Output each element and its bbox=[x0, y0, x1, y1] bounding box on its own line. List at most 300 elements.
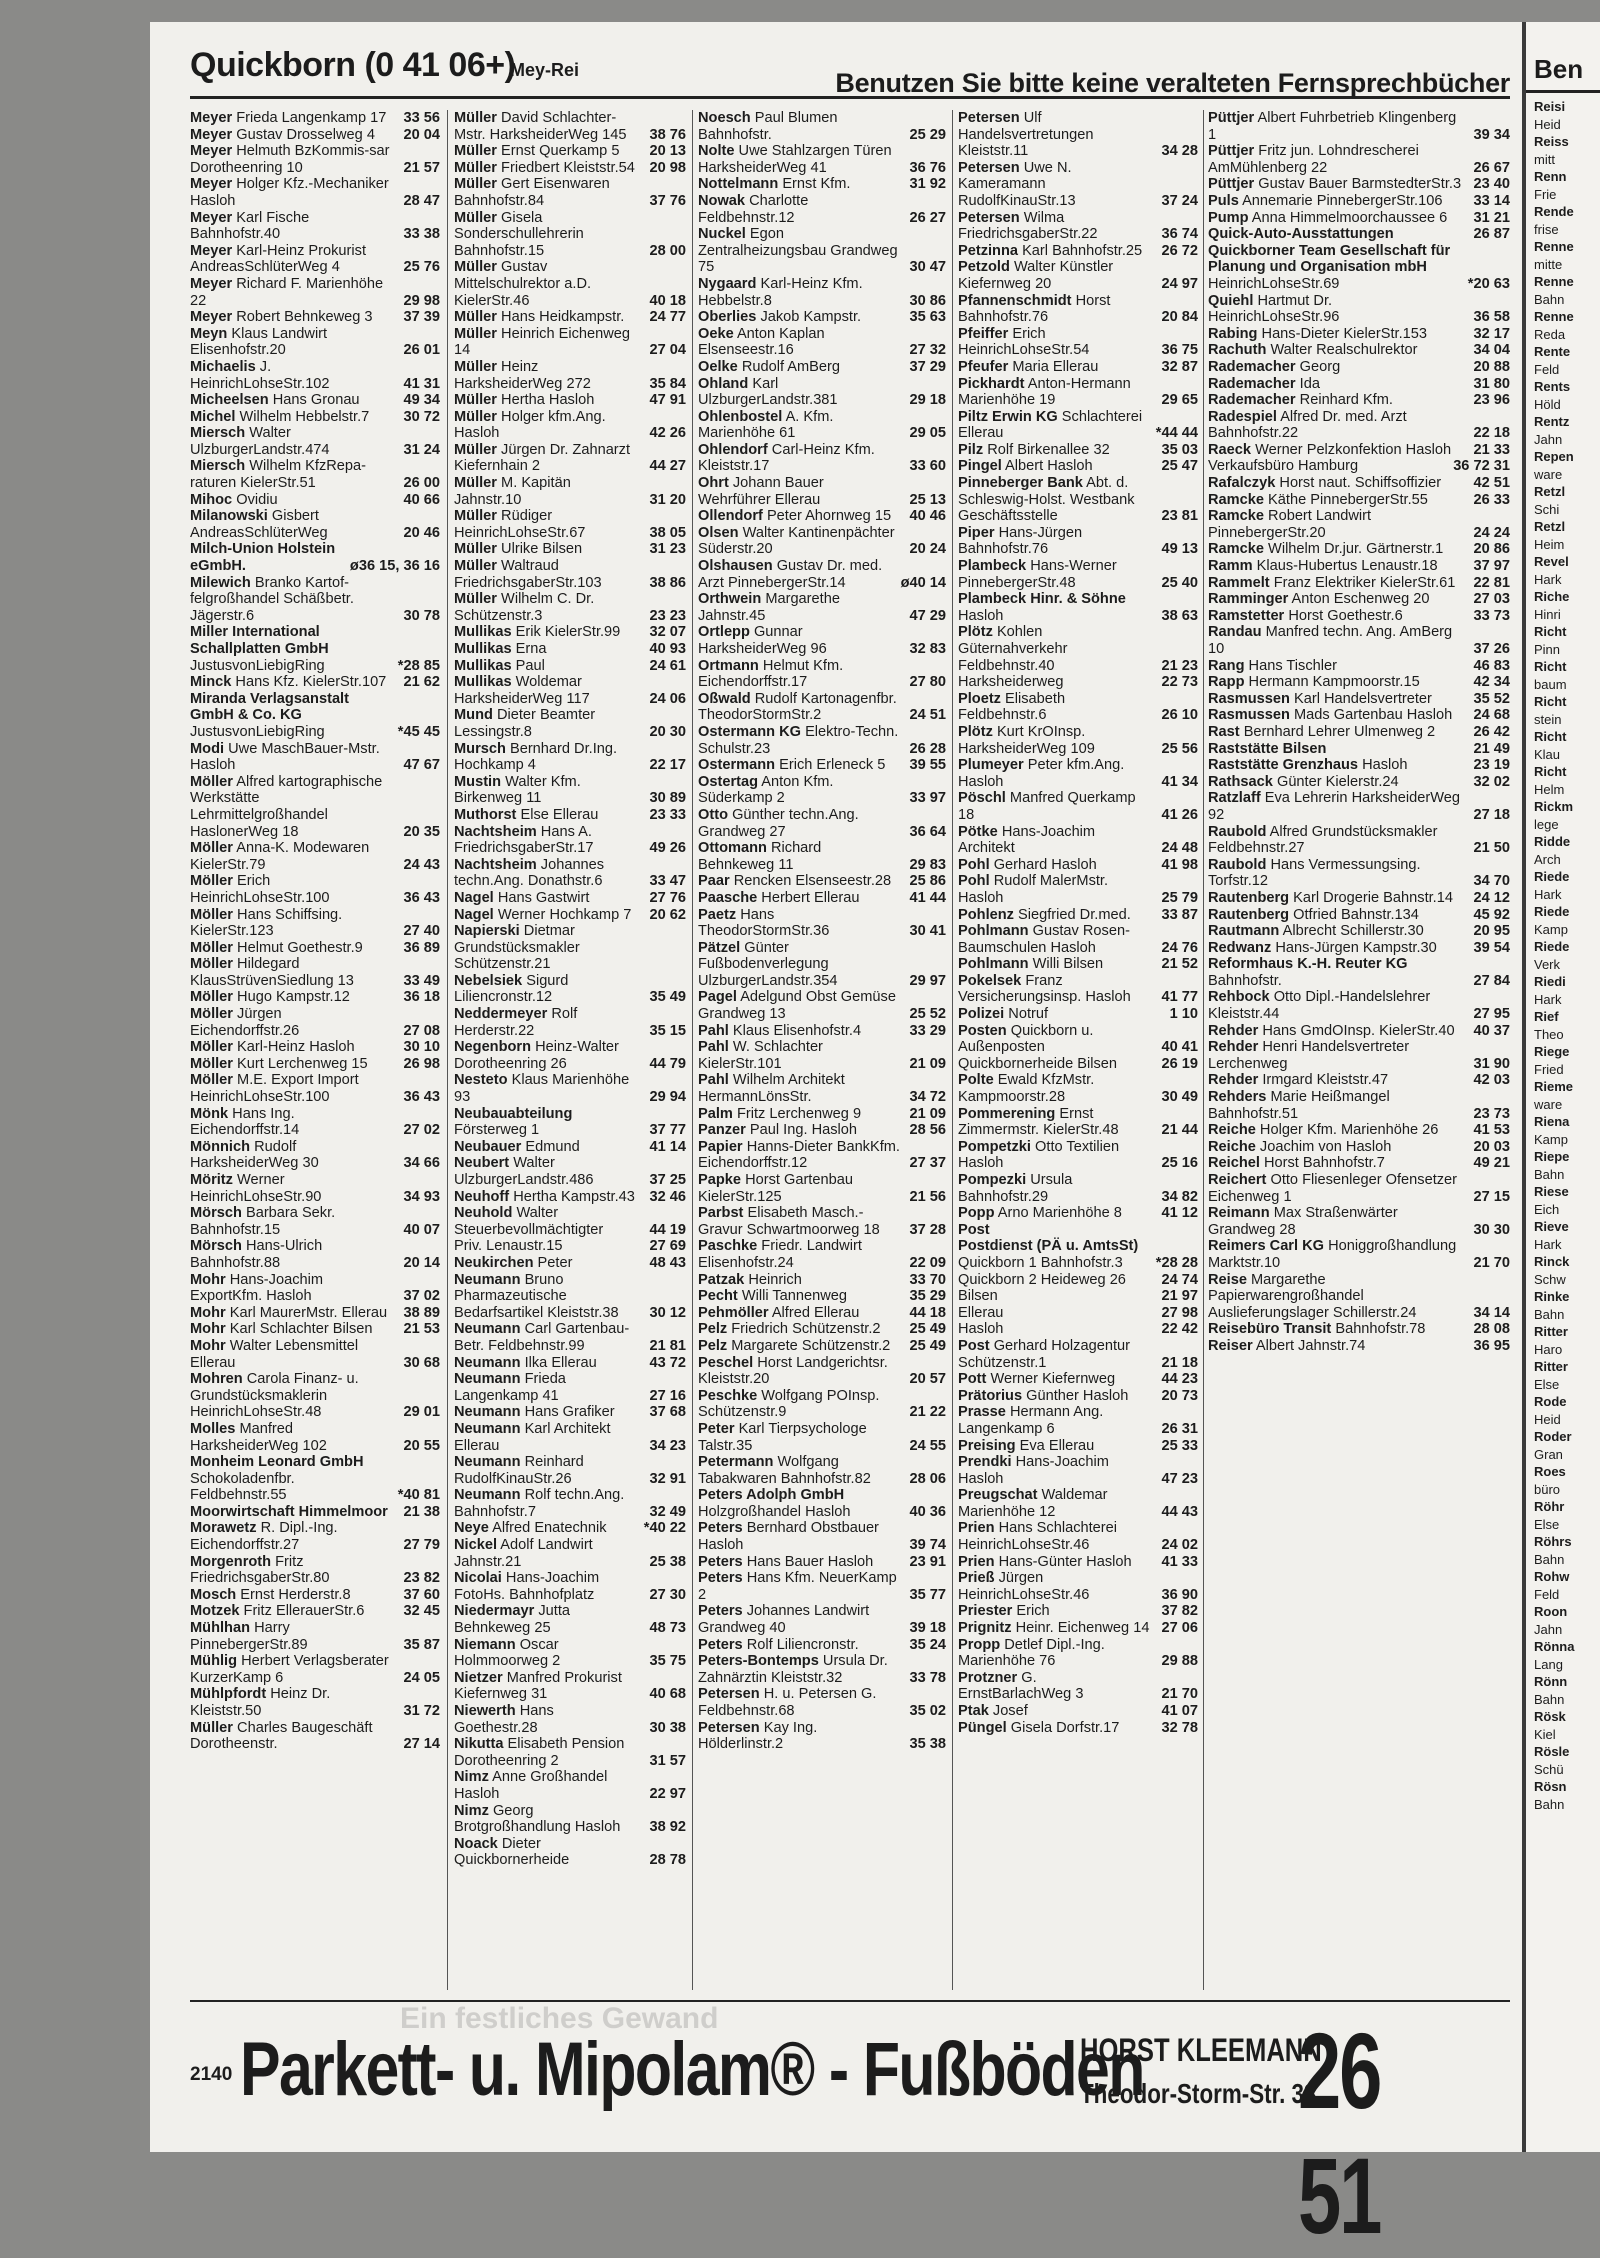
listing-entry bbox=[190, 624, 440, 674]
entry-detail: Hermann Kampmoorstr.15 bbox=[1248, 674, 1420, 691]
entry-phone: 22 17 bbox=[649, 757, 686, 774]
listing-entry bbox=[1208, 558, 1510, 575]
entry-detail: Detlef Dipl.-Ing. Marienhöhe 76 bbox=[958, 1636, 1105, 1670]
entry-detail: Friedrich Schützenstr.2 bbox=[731, 1321, 881, 1338]
listing-entry bbox=[958, 1023, 1198, 1056]
entry-name: Michel bbox=[190, 408, 236, 425]
listing-entry bbox=[698, 724, 946, 757]
listing-entry bbox=[190, 1620, 440, 1653]
entry-detail: Gunnar HarksheiderWeg 96 bbox=[698, 624, 827, 657]
page-number: 2140 bbox=[190, 2064, 233, 2085]
entry-phone: 31 21 bbox=[1473, 209, 1510, 226]
entry-phone: 28 47 bbox=[403, 192, 440, 209]
entry-phone: 39 18 bbox=[909, 1620, 946, 1637]
entry-name: Rademacher bbox=[1208, 375, 1296, 392]
entry-phone: *28 85 bbox=[397, 657, 440, 674]
entry-detail: Gerhard Holzagentur Schützenstr.1 bbox=[958, 1337, 1130, 1371]
entry-name: Raeck bbox=[1208, 441, 1252, 458]
entry-detail: Hans Tischler bbox=[1248, 657, 1337, 674]
entry-name: Mursch bbox=[454, 740, 506, 757]
entry-phone: 25 52 bbox=[909, 1006, 946, 1023]
listing-entry bbox=[190, 989, 440, 1006]
entry-detail: Peter Ahornweg 15 bbox=[766, 508, 892, 525]
entry-name: Möller bbox=[190, 939, 233, 956]
entry-phone: 34 93 bbox=[403, 1188, 440, 1205]
entry-name: Meyer bbox=[190, 209, 233, 226]
entry-phone: 31 20 bbox=[649, 491, 686, 508]
entry-name: Reimann bbox=[1208, 1205, 1270, 1222]
adjacent-page-stub: Riedi bbox=[1534, 974, 1566, 989]
entry-detail: Rolf Herderstr.22 bbox=[454, 1006, 578, 1039]
listing-entry bbox=[454, 392, 686, 409]
entry-detail: Quickborn u. Außenposten bbox=[958, 1022, 1094, 1056]
entry-detail: Schlachterei Ellerau bbox=[958, 408, 1143, 442]
entry-phone: 41 44 bbox=[909, 889, 946, 906]
entry-phone: 25 13 bbox=[909, 491, 946, 508]
column-3 bbox=[698, 110, 946, 1990]
entry-phone: 34 70 bbox=[1473, 873, 1510, 890]
entry-phone: 35 49 bbox=[649, 989, 686, 1006]
adjacent-page-stub: Riese bbox=[1534, 1184, 1569, 1199]
entry-phone: *40 81 bbox=[397, 1487, 440, 1504]
ad-headline: Parkett- u. Mipolam® - Fußböden bbox=[240, 2027, 1144, 2112]
entry-name: Pfannenschmidt bbox=[958, 292, 1072, 309]
entry-phone: 26 87 bbox=[1473, 226, 1510, 243]
entry-phone: 21 44 bbox=[1161, 1122, 1198, 1139]
listing-entry bbox=[698, 1338, 946, 1355]
entry-phone: 33 14 bbox=[1473, 192, 1510, 209]
listing-entry bbox=[454, 1189, 686, 1206]
entry-phone: 34 66 bbox=[403, 1155, 440, 1172]
listing-entry bbox=[190, 541, 440, 574]
entry-detail: David Schlachter-Mstr. HarksheiderWeg 145 bbox=[454, 110, 627, 143]
listing-entry bbox=[454, 508, 686, 541]
entry-name: Mohr bbox=[190, 1337, 226, 1354]
listing-entry bbox=[958, 1720, 1198, 1737]
entry-phone: 24 51 bbox=[909, 707, 946, 724]
advertisement-footer bbox=[190, 2000, 1510, 2256]
entry-name: Nagel bbox=[454, 889, 494, 906]
entry-name: Propp bbox=[958, 1636, 1001, 1653]
entry-phone: 21 81 bbox=[649, 1337, 686, 1354]
adjacent-page-stub: Riede bbox=[1534, 904, 1570, 919]
entry-detail: Willi Bilsen bbox=[1032, 956, 1104, 973]
adjacent-page-stub: Klau bbox=[1534, 746, 1561, 762]
entry-name: Pump bbox=[1208, 209, 1249, 226]
listing-entry bbox=[190, 1686, 440, 1719]
entry-name: Ploetz bbox=[958, 690, 1001, 707]
entry-detail: Werner Pelzkonfektion Hasloh bbox=[1255, 441, 1452, 458]
listing-entry bbox=[1208, 1205, 1510, 1238]
entry-detail: Franz Versicherungsinsp. Hasloh bbox=[958, 972, 1131, 1006]
entry-detail: Holger Kfm. Marienhöhe 26 bbox=[1259, 1122, 1439, 1139]
entry-phone: 31 80 bbox=[1473, 375, 1510, 392]
adjacent-page-stub: Jahn bbox=[1534, 1621, 1563, 1637]
entry-detail: Gisela Sonderschullehrerin Bahnhofstr.15 bbox=[454, 209, 584, 259]
entry-detail: Hans-Jürgen Bahnhofstr.76 bbox=[958, 524, 1083, 558]
entry-name: Reformhaus K.-H. Reuter KG bbox=[1208, 956, 1408, 973]
entry-detail: Annemarie PinnebergerStr.106 bbox=[1242, 192, 1443, 209]
adjacent-page-stub: Reisi bbox=[1534, 99, 1566, 114]
entry-phone: 26 01 bbox=[403, 342, 440, 359]
entry-name: Prieß bbox=[958, 1570, 995, 1587]
listing-entry bbox=[698, 276, 946, 309]
listing-entry bbox=[454, 1006, 686, 1039]
listing-entry bbox=[958, 1637, 1198, 1670]
entry-detail: Walter Kfm. Birkenweg 11 bbox=[454, 773, 581, 807]
entry-name: Papke bbox=[698, 1172, 741, 1188]
entry-phone: 38 92 bbox=[649, 1819, 686, 1836]
entry-detail: Abt. d. Schleswig-Holst. Westbank Geschäftsstelle bbox=[958, 475, 1135, 525]
entry-detail: Anna-K. Modewaren KielerStr.79 bbox=[190, 840, 370, 873]
adjacent-page-stub: Retzl bbox=[1534, 484, 1566, 499]
entry-detail: Walter Künstler Kiefernweg 20 bbox=[958, 259, 1114, 292]
entry-detail: Johannes techn.Ang. Donathstr.6 bbox=[454, 856, 605, 890]
entry-phone: 36 76 bbox=[909, 159, 946, 176]
entry-name: Müller bbox=[454, 441, 497, 458]
listing-entry bbox=[698, 658, 946, 691]
entry-detail: Elisabeth Feldbehnstr.6 bbox=[958, 690, 1066, 724]
entry-detail: Heinz-Walter Dorotheenring 26 bbox=[454, 1039, 619, 1072]
listing-entry bbox=[958, 956, 1198, 973]
listing-entry bbox=[454, 1454, 686, 1487]
entry-detail: Ursula Dr. Zahnärztin Kleiststr.32 bbox=[698, 1653, 888, 1686]
listing-entry bbox=[1208, 475, 1510, 492]
entry-detail: Anton Kaplan Elsenseestr.16 bbox=[698, 325, 825, 359]
entry-name: Pinneberger Bank bbox=[958, 475, 1083, 492]
entry-detail: Willi Tannenweg bbox=[741, 1288, 847, 1305]
listing-entry bbox=[190, 110, 440, 127]
entry-phone: 49 34 bbox=[403, 392, 440, 409]
entry-detail: Ovidiu bbox=[236, 491, 278, 508]
listing-entry bbox=[1208, 790, 1510, 823]
entry-detail: Hans GmdOInsp. KielerStr.40 bbox=[1262, 1022, 1455, 1039]
adjacent-page-stub: Bahn bbox=[1534, 1551, 1565, 1567]
entry-detail: Waldemar Marienhöhe 12 bbox=[958, 1487, 1108, 1520]
entry-phone: 26 67 bbox=[1473, 159, 1510, 176]
entry-name: Petzinna bbox=[958, 242, 1019, 259]
entry-detail: Ulf Handelsvertretungen Kleiststr.11 bbox=[958, 110, 1094, 160]
entry-name: Müller bbox=[190, 1719, 233, 1736]
listing-entry bbox=[190, 1205, 440, 1238]
listing-entry bbox=[698, 1554, 946, 1571]
listing-entry bbox=[190, 309, 440, 326]
entry-phone: 21 09 bbox=[909, 1105, 946, 1122]
listing-entry bbox=[698, 1139, 946, 1172]
entry-phone: 28 78 bbox=[649, 1852, 686, 1869]
listing-entry bbox=[1208, 1338, 1510, 1355]
entry-detail: Reinhard Kfm. bbox=[1299, 392, 1393, 409]
entry-detail: Albrecht Schillerstr.30 bbox=[1282, 923, 1424, 940]
entry-detail: Karl Bahnhofstr.25 bbox=[1022, 242, 1143, 259]
listing-entry bbox=[1208, 591, 1510, 608]
entry-name: Mühlig bbox=[190, 1653, 238, 1670]
entry-phone: 44 27 bbox=[649, 458, 686, 475]
entry-detail: Bruno Pharmazeutische Bedarfsartikel Kleiststr.38 bbox=[454, 1271, 619, 1321]
entry-name: Rautmann bbox=[1208, 923, 1280, 940]
listing-entry bbox=[958, 691, 1198, 724]
entry-detail: Horst Goethestr.6 bbox=[1288, 607, 1403, 624]
entry-name: Milanowski bbox=[190, 508, 268, 525]
listing-entry bbox=[190, 127, 440, 144]
entry-detail: Gisela Dorfstr.17 bbox=[1010, 1719, 1120, 1736]
entry-detail: Ernst Querkamp 5 bbox=[501, 143, 620, 160]
entry-phone: 26 00 bbox=[403, 475, 440, 492]
entry-phone: *20 63 bbox=[1467, 275, 1510, 292]
entry-detail: Richard Behnkeweg 11 bbox=[698, 840, 822, 873]
entry-name: Post bbox=[958, 1221, 990, 1238]
adjacent-page-stub: Rickm bbox=[1534, 799, 1574, 814]
entry-detail: Georg bbox=[1299, 358, 1341, 375]
entry-detail: Hans-Joachim Hasloh bbox=[958, 1454, 1109, 1487]
entry-detail: Werner Hochkamp 7 bbox=[497, 906, 632, 923]
listing-entry bbox=[454, 160, 686, 177]
entry-phone: 27 30 bbox=[649, 1586, 686, 1603]
entry-phone: 39 34 bbox=[1473, 126, 1510, 143]
entry-name: Rafalczyk bbox=[1208, 475, 1276, 492]
entry-detail: Walter Kantinenpächter Süderstr.20 bbox=[698, 524, 895, 558]
entry-name: Otto bbox=[698, 806, 728, 823]
listing-entry bbox=[698, 110, 946, 143]
entry-detail: Hans-Joachim ExportKfm. Hasloh bbox=[190, 1271, 324, 1305]
listing-entry bbox=[190, 1338, 440, 1371]
entry-phone: 23 81 bbox=[1161, 508, 1198, 525]
listing-entry bbox=[958, 160, 1198, 210]
listing-entry bbox=[190, 774, 440, 840]
listing-entry bbox=[958, 907, 1198, 924]
entry-detail: Anna Himmelmoorchaussee 6 bbox=[1251, 209, 1448, 226]
entry-detail: Otto Fliesenleger Ofensetzer Eichenweg 1 bbox=[1208, 1172, 1458, 1205]
entry-phone: 24 77 bbox=[649, 309, 686, 326]
listing-entry bbox=[454, 210, 686, 260]
entry-phone: 25 56 bbox=[1161, 740, 1198, 757]
name-range: Mey-Rei bbox=[510, 60, 580, 80]
entry-name: Pompezki bbox=[958, 1172, 1027, 1188]
entry-detail: Elisabeth Pension Dorotheenring 2 bbox=[454, 1736, 625, 1769]
listing-entry bbox=[698, 624, 946, 657]
listing-entry bbox=[190, 176, 440, 209]
listing-entry bbox=[698, 1603, 946, 1636]
entry-detail: Oscar Holmmoorweg 2 bbox=[454, 1636, 561, 1670]
adjacent-page-stub: Heim bbox=[1534, 536, 1565, 552]
entry-detail: Schokoladenfbr. Feldbehnstr.55 bbox=[190, 1470, 295, 1504]
listing-entry bbox=[698, 1288, 946, 1305]
entry-phone: 40 68 bbox=[649, 1686, 686, 1703]
column-5 bbox=[1208, 110, 1510, 1990]
entry-name: Müller bbox=[454, 558, 497, 575]
listing-entry bbox=[190, 359, 440, 392]
listing-entry bbox=[958, 624, 1198, 674]
entry-phone: 38 05 bbox=[649, 524, 686, 541]
entry-phone: 44 19 bbox=[649, 1221, 686, 1238]
adjacent-page-stub: Riede bbox=[1534, 939, 1570, 954]
entry-phone: 22 73 bbox=[1161, 674, 1198, 691]
listing-entry bbox=[454, 1039, 686, 1072]
entry-name: Pohlenz bbox=[958, 906, 1014, 923]
entry-phone: 40 46 bbox=[909, 508, 946, 525]
entry-phone: 45 92 bbox=[1473, 906, 1510, 923]
entry-detail: Albert Hasloh bbox=[1005, 458, 1093, 475]
column-divider bbox=[1203, 110, 1204, 1990]
adjacent-page-stub: Rinck bbox=[1534, 1254, 1570, 1269]
entry-phone: *40 22 bbox=[643, 1520, 686, 1537]
listing-entry bbox=[190, 1305, 440, 1322]
entry-phone: 24 55 bbox=[909, 1437, 946, 1454]
listing-entry bbox=[1208, 409, 1510, 442]
entry-name: Morawetz bbox=[190, 1520, 257, 1537]
entry-detail: Erich Erleneck 5 bbox=[779, 757, 886, 774]
entry-name: Müller bbox=[454, 475, 497, 492]
entry-name: Pfeufer bbox=[958, 358, 1009, 375]
entry-name: Pickhardt bbox=[958, 375, 1025, 392]
entry-name: Mühlhan bbox=[190, 1620, 250, 1637]
entry-phone: 26 42 bbox=[1473, 723, 1510, 740]
entry-detail: Dieter Beamter Lessingstr.8 bbox=[454, 707, 596, 740]
entry-phone: 24 97 bbox=[1161, 275, 1198, 292]
adjacent-page-stub: Bahn bbox=[1534, 1306, 1565, 1322]
entry-name: Pohl bbox=[958, 856, 990, 873]
entry-phone: 35 63 bbox=[909, 309, 946, 326]
listing-entry bbox=[190, 1006, 440, 1039]
listing-entry bbox=[958, 1006, 1198, 1023]
adjacent-page-stub: Haro bbox=[1534, 1341, 1563, 1357]
entry-detail: Quickborn 1 Bahnhofstr.3 bbox=[958, 1254, 1123, 1271]
entry-phone: 24 48 bbox=[1161, 840, 1198, 857]
entry-detail: Edmund bbox=[525, 1138, 580, 1155]
entry-name: Posten bbox=[958, 1022, 1007, 1039]
listing-entry bbox=[454, 442, 686, 475]
entry-name: Popp bbox=[958, 1205, 995, 1222]
entry-phone: 41 31 bbox=[403, 375, 440, 392]
entry-detail: Hartmut Dr. HeinrichLohseStr.96 bbox=[1208, 292, 1340, 326]
entry-phone: 29 18 bbox=[909, 392, 946, 409]
entry-name: Milch-Union Holstein eGmbH. bbox=[190, 541, 336, 575]
listing-entry bbox=[454, 1836, 686, 1869]
entry-name: Rasmussen bbox=[1208, 690, 1290, 707]
listing-entry bbox=[958, 1554, 1198, 1571]
entry-detail: Heinz HarksheiderWeg 272 bbox=[454, 358, 591, 392]
entry-name: Ortmann bbox=[698, 657, 759, 674]
adjacent-page-stub: Schi bbox=[1534, 501, 1560, 517]
adjacent-page-stub: Rode bbox=[1534, 1394, 1567, 1409]
adjacent-page-stub: mitte bbox=[1534, 256, 1563, 272]
entry-name: Pelz bbox=[698, 1321, 728, 1338]
entry-phone: 24 61 bbox=[649, 657, 686, 674]
entry-phone: 32 17 bbox=[1473, 325, 1510, 342]
entry-detail: Margarethe Papierwarengroßhandel Auslieferungslager Schillerstr.24 bbox=[1208, 1271, 1417, 1321]
entry-detail: Honiggroßhandlung Marktstr.10 bbox=[1208, 1238, 1457, 1271]
adjacent-page-stub: Arch bbox=[1534, 851, 1561, 867]
adjacent-page-stub: Renne bbox=[1534, 309, 1574, 324]
listing-entry bbox=[698, 1570, 946, 1603]
entry-detail: Hans-Ulrich Bahnhofstr.88 bbox=[190, 1238, 323, 1271]
entry-phone: 27 95 bbox=[1473, 1006, 1510, 1023]
entry-detail: Klaus Landwirt Elisenhofstr.20 bbox=[190, 325, 328, 359]
entry-phone: 35 84 bbox=[649, 375, 686, 392]
adjacent-page-stub: Rieme bbox=[1534, 1079, 1574, 1094]
entry-detail: Albert Jahnstr.74 bbox=[1255, 1337, 1366, 1354]
entry-phone: 38 76 bbox=[649, 126, 686, 143]
entry-name: Ramstetter bbox=[1208, 607, 1285, 624]
entry-phone: 44 43 bbox=[1161, 1503, 1198, 1520]
adjacent-page-stub: Feld bbox=[1534, 361, 1560, 377]
entry-detail: Kay Ing. Hölderlinstr.2 bbox=[698, 1719, 818, 1753]
entry-name: Ortlepp bbox=[698, 624, 750, 641]
entry-phone: 41 34 bbox=[1161, 773, 1198, 790]
entry-name: Peters bbox=[698, 1570, 743, 1587]
entry-phone: 49 26 bbox=[649, 840, 686, 857]
entry-detail: Albert Fuhrbetrieb Klingenberg 1 bbox=[1208, 110, 1457, 143]
entry-detail: Hermann Ang. Langenkamp 6 bbox=[958, 1404, 1104, 1437]
listing-entry bbox=[958, 442, 1198, 459]
entry-detail: Frieda Langenkamp 17 bbox=[236, 110, 387, 126]
adjacent-page-stub: Theo bbox=[1534, 1026, 1564, 1042]
entry-detail: JustusvonLiebigRing bbox=[190, 723, 325, 740]
listing-entry bbox=[698, 176, 946, 193]
entry-name: Pahl bbox=[698, 1072, 729, 1089]
listing-entry bbox=[1208, 1238, 1510, 1271]
entry-name: Mullikas bbox=[454, 641, 512, 657]
entry-name: Nagel bbox=[454, 906, 494, 923]
listing-entry bbox=[958, 376, 1198, 409]
listing-entry bbox=[958, 857, 1198, 874]
entry-name: Möller bbox=[190, 956, 233, 973]
entry-name: Reise bbox=[1208, 1271, 1247, 1288]
entry-phone: 33 29 bbox=[909, 1022, 946, 1039]
entry-phone: 49 13 bbox=[1161, 541, 1198, 558]
entry-name: Meyer bbox=[190, 275, 233, 292]
entry-phone: 38 63 bbox=[1161, 607, 1198, 624]
listing-entry bbox=[454, 1537, 686, 1570]
entry-detail: A. Kfm. Marienhöhe 61 bbox=[698, 408, 834, 442]
entry-phone: 27 15 bbox=[1473, 1188, 1510, 1205]
entry-phone: 24 43 bbox=[403, 856, 440, 873]
listing-entry bbox=[454, 923, 686, 973]
listing-entry bbox=[190, 1272, 440, 1305]
entry-name: Pompetzki bbox=[958, 1138, 1031, 1155]
listing-entry bbox=[454, 1355, 686, 1372]
entry-phone: 29 88 bbox=[1161, 1653, 1198, 1670]
entry-phone: 37 68 bbox=[649, 1404, 686, 1421]
adjacent-page-stub: Riege bbox=[1534, 1044, 1570, 1059]
adjacent-page-stub: ware bbox=[1534, 466, 1563, 482]
entry-name: Quickborner Team Gesellschaft für Planung und Organisation mbH bbox=[1208, 242, 1451, 276]
listing-entry bbox=[698, 1355, 946, 1388]
entry-detail: Otfried Bahnstr.134 bbox=[1293, 906, 1419, 923]
listing-entry bbox=[958, 973, 1198, 1006]
entry-phone: 41 14 bbox=[649, 1138, 686, 1155]
adjacent-page-stub: Rief bbox=[1534, 1009, 1559, 1024]
entry-phone: 32 02 bbox=[1473, 773, 1510, 790]
entry-phone: 20 73 bbox=[1161, 1387, 1198, 1404]
entry-name: Nesteto bbox=[454, 1072, 508, 1089]
entry-detail: Erna bbox=[515, 641, 547, 657]
adjacent-page-stub: Rents bbox=[1534, 379, 1571, 394]
listing-entry bbox=[1208, 956, 1510, 989]
adjacent-page-stub: Rinke bbox=[1534, 1289, 1570, 1304]
entry-detail: W. Schlachter KielerStr.101 bbox=[698, 1039, 823, 1072]
entry-phone: 34 82 bbox=[1161, 1188, 1198, 1205]
entry-name: Müller bbox=[454, 159, 497, 176]
entry-phone: 34 23 bbox=[649, 1437, 686, 1454]
adjacent-page-stub: Renne bbox=[1534, 274, 1574, 289]
entry-detail: Elektro-Techn. Schulstr.23 bbox=[698, 723, 899, 757]
adjacent-page-stub: stein bbox=[1534, 711, 1562, 727]
adjacent-page-stub: Riena bbox=[1534, 1114, 1570, 1129]
entry-name: Möller bbox=[190, 873, 233, 890]
entry-name: Meyn bbox=[190, 325, 228, 342]
entry-name: Müller bbox=[454, 325, 497, 342]
